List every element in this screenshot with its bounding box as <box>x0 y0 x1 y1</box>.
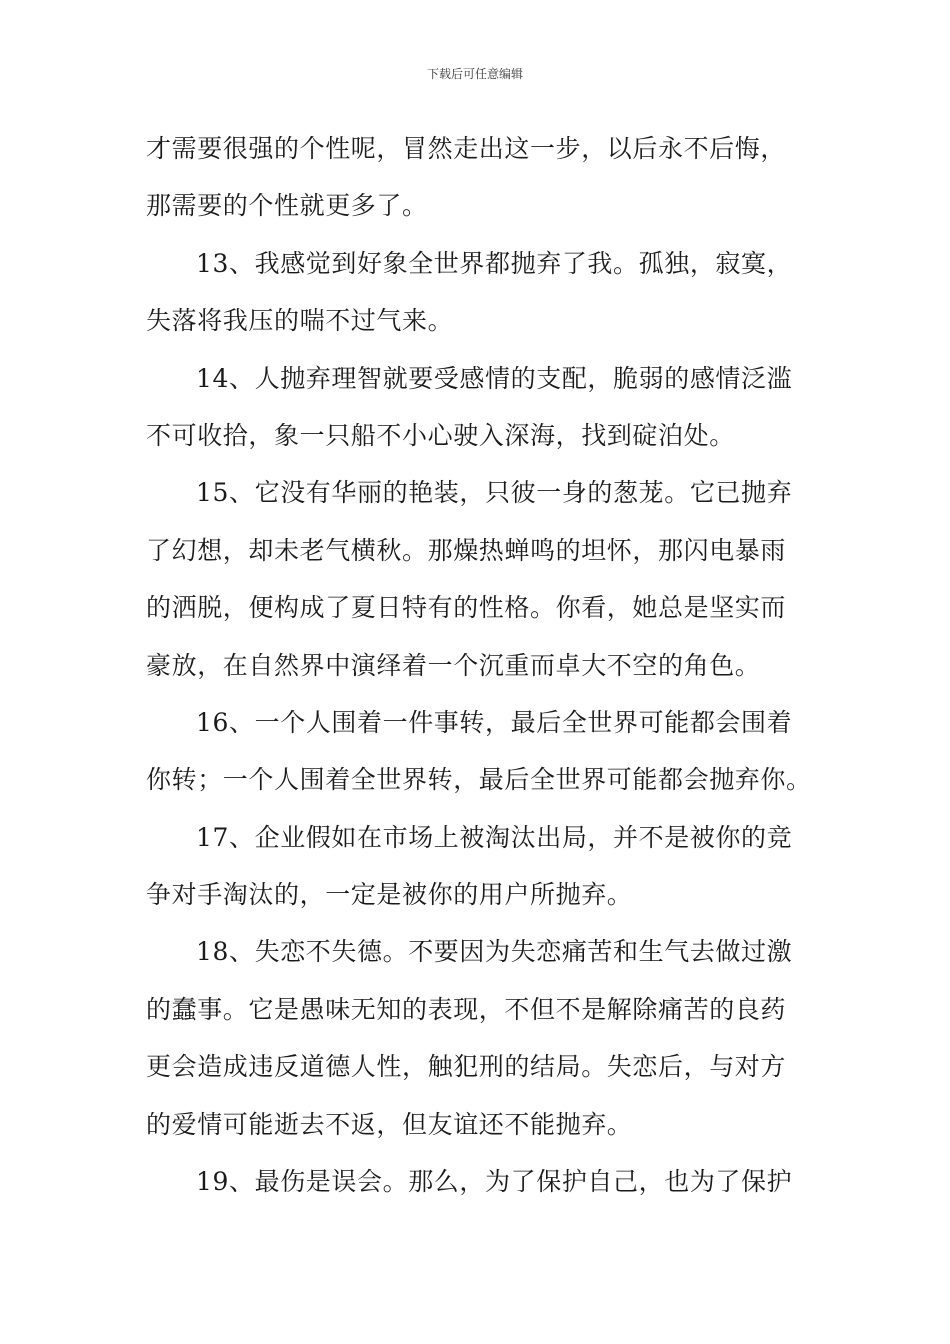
text-line: 16、一个人围着一件事转，最后全世界可能都会围着 <box>196 707 793 737</box>
paragraph-continuation <box>146 120 806 235</box>
text-line: 失落将我压的喘不过气来。 <box>146 306 454 336</box>
text-line: 更会造成违反道德人性，触犯刑的结局。失恋后，与对方 <box>146 1052 787 1082</box>
paragraph-14 <box>146 350 806 465</box>
text-line: 13、我感觉到好象全世界都抛弃了我。孤独，寂寞， <box>196 248 793 278</box>
text-line: 的爱情可能逝去不返，但友谊还不能抛弃。 <box>146 1109 633 1139</box>
paragraph-15 <box>146 464 806 694</box>
paragraph-17 <box>146 809 806 924</box>
text-line: 19、最伤是误会。那么，为了保护自己，也为了保护 <box>196 1167 793 1197</box>
paragraph-16 <box>146 694 812 809</box>
text-line: 的洒脱，便构成了夏日特有的性格。你看，她总是坚实而 <box>146 593 787 623</box>
text-line: 14、人抛弃理智就要受感情的支配，脆弱的感情泛滥 <box>196 363 793 393</box>
text-line: 18、失恋不失德。不要因为失恋痛苦和生气去做过激 <box>196 937 793 967</box>
paragraph-19 <box>146 1153 806 1210</box>
text-line: 那需要的个性就更多了。 <box>146 191 428 221</box>
paragraph-18 <box>146 923 806 1153</box>
text-line: 你转；一个人围着全世界转，最后全世界可能都会抛弃你。 <box>146 765 812 795</box>
text-line: 争对手淘汰的，一定是被你的用户所抛弃。 <box>146 880 633 910</box>
text-line: 了幻想，却未老气横秋。那燥热蝉鸣的坦怀，那闪电暴雨 <box>146 535 787 565</box>
paragraph-13 <box>146 235 806 350</box>
text-line: 豪放，在自然界中演绎着一个沉重而卓大不空的角色。 <box>146 650 761 680</box>
text-line: 才需要很强的个性呢，冒然走出这一步，以后永不后悔， <box>146 134 787 163</box>
document-body <box>146 120 812 1210</box>
text-line: 15、它没有华丽的艳装，只彼一身的葱茏。它已抛弃 <box>196 478 793 508</box>
text-line: 17、企业假如在市场上被淘汰出局，并不是被你的竞 <box>196 822 793 852</box>
text-line: 的蠢事。它是愚味无知的表现，不但不是解除痛苦的良药 <box>146 994 787 1024</box>
page-header: 下载后可任意编辑 <box>426 67 523 81</box>
text-line: 不可收拾，象一只船不小心驶入深海，找到碇泊处。 <box>146 420 735 450</box>
